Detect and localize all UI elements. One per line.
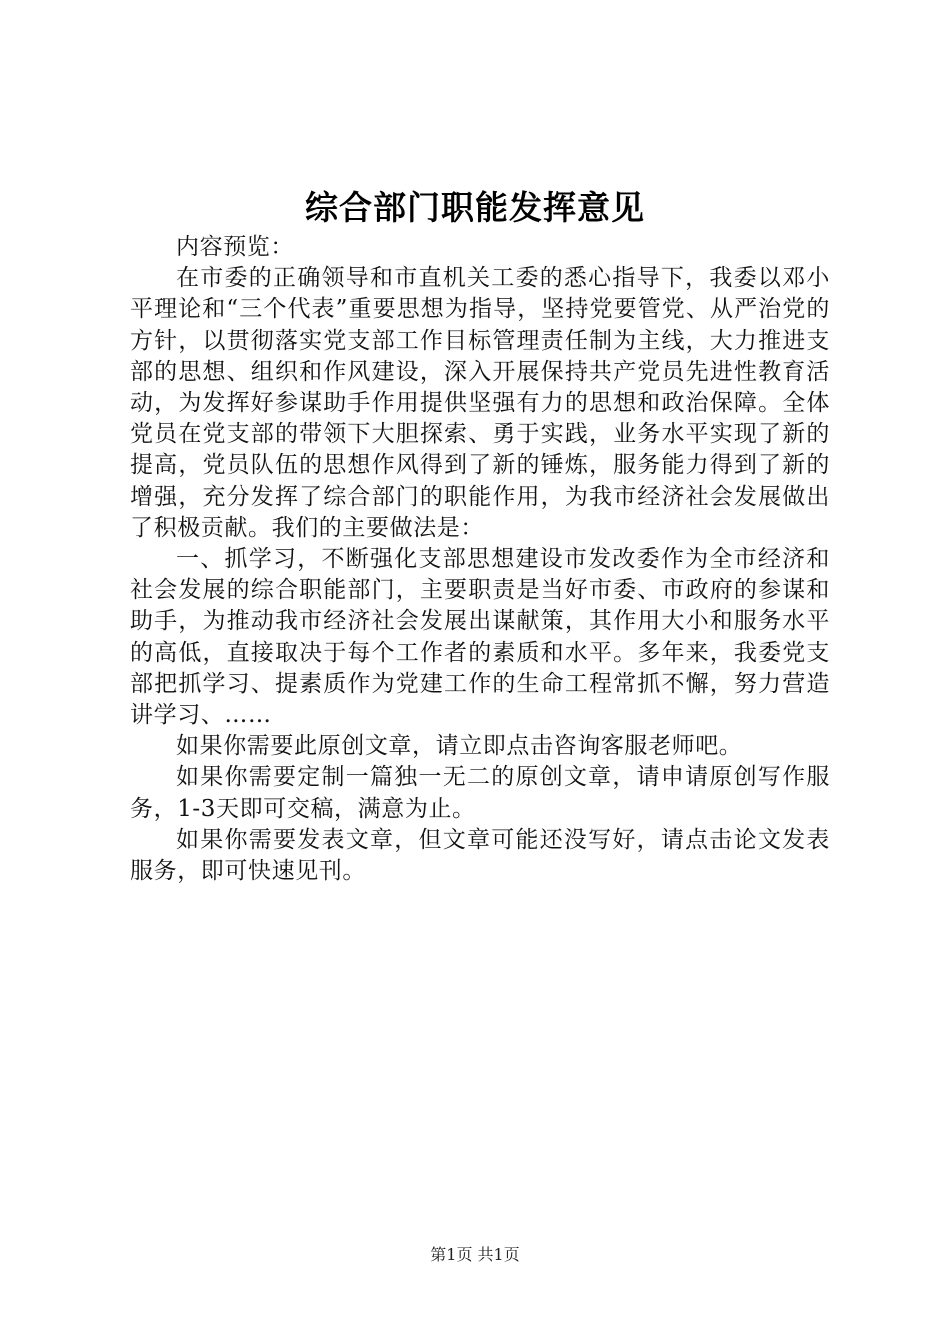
paragraph-intro: 在市委的正确领导和市直机关工委的悉心指导下，我委以邓小平理论和“三个代表”重要思想为指导，坚持党要管党、从严治党的方针，以贯彻落实党支部工作目标管理责任制为主线，大力推进支部的思想、组织和作风建设，深入开展保持共产党员先进性教育活动，为发挥好参谋助手作用提供坚强有力的思想和政治保障。全体党员在党支部的带领下大胆探索、勇于实践，业务水平实现了新的提高，党员队伍的思想作风得到了新的锤炼，服务能力得到了新的增强，充分发挥了综合部门的职能作用，为我市经济社会发展做出了积极贡献。我们的主要做法是： bbox=[130, 265, 830, 541]
document-title: 综合部门职能发挥意见 bbox=[305, 188, 645, 227]
preview-label: 内容预览： bbox=[176, 234, 294, 260]
document-body bbox=[130, 232, 830, 887]
paragraph-custom-writing[interactable]: 如果你需要定制一篇独一无二的原创文章，请申请原创写作服务，1-3天即可交稿，满意为止。 bbox=[130, 764, 830, 822]
page-footer: 第1页 共1页 bbox=[430, 1245, 520, 1264]
paragraph-publishing[interactable]: 如果你需要发表文章，但文章可能还没写好，请点击论文发表服务，即可快速见刊。 bbox=[130, 826, 830, 885]
paragraph-study: 一、抓学习，不断强化支部思想建设市发改委作为全市经济和社会发展的综合职能部门，主要职责是当好市委、市政府的参谋和助手，为推动我市经济社会发展出谋献策，其作用大小和服务水平的高低，直接取决于每个工作者的素质和水平。多年来，我委党支部把抓学习、提素质作为党建工作的生命工程常抓不懈，努力营造讲学习、…… bbox=[130, 546, 830, 729]
paragraph-consult-link[interactable]: 如果你需要此原创文章，请立即点击咨询客服老师吧。 bbox=[176, 733, 743, 760]
